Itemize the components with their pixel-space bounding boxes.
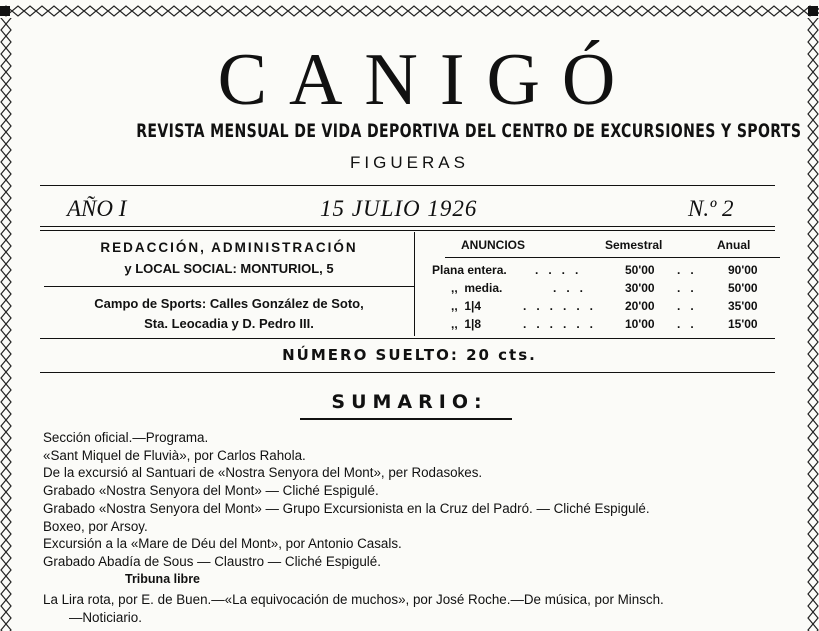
- ads-row-anual: 50'00: [728, 281, 758, 295]
- ads-row-semestral: 10'00: [625, 317, 655, 331]
- tribuna-item: La Lira rota, por E. de Buen.—«La equivocación de muchos», por José Roche.—De música, por Minsch.: [43, 592, 664, 607]
- rule-below-issue: [40, 226, 775, 227]
- ads-row-semestral: 50'00: [625, 263, 655, 277]
- ads-row-semestral: 30'00: [625, 281, 655, 295]
- tribuna-heading: Tribuna libre: [125, 572, 201, 586]
- info-column-divider: [414, 232, 415, 336]
- ads-row: [425, 316, 780, 333]
- ads-row-anual: 90'00: [728, 263, 758, 277]
- ads-col-anual: Anual: [717, 238, 751, 252]
- rule-below-price: [40, 372, 775, 373]
- ads-row-label: ,, 1|4: [451, 299, 482, 313]
- summary-list: [43, 429, 783, 571]
- issue-year: AÑO I: [67, 196, 127, 221]
- summary-item: Sección oficial.—Programa.: [43, 430, 209, 445]
- ads-row: [425, 262, 780, 279]
- ads-row-anual: 15'00: [728, 317, 758, 331]
- ads-row-dots-2: ..: [677, 281, 704, 295]
- ads-row-dots-2: ..: [677, 263, 704, 277]
- ads-row-label: Plana entera.: [432, 263, 507, 277]
- issue-date: 15 JULIO 1926: [320, 196, 478, 221]
- summary-item: Grabado «Nostra Senyora del Mont» — Cliché Espigulé.: [43, 483, 379, 499]
- magazine-title: CANIGÓ: [217, 39, 638, 121]
- ads-row-dots-2: ..: [677, 299, 704, 313]
- ads-header-rule: [445, 257, 780, 258]
- office-line-1: REDACCIÓN, ADMINISTRACIÓN: [100, 240, 358, 255]
- ads-row-dots: ....: [535, 263, 589, 277]
- rule-above-price: [40, 338, 775, 339]
- single-issue-price: NÚMERO SUELTO: 20 cts.: [282, 346, 537, 364]
- ads-row-label: ,, media.: [451, 281, 503, 295]
- ads-row-semestral: 20'00: [625, 299, 655, 313]
- ads-col-semestral: Semestral: [605, 238, 663, 252]
- ads-row-anual: 35'00: [728, 299, 758, 313]
- ads-row-label: ,, 1|8: [451, 317, 482, 331]
- magazine-city: FIGUERAS: [350, 153, 469, 172]
- tribuna-item: —Noticiario.: [69, 609, 142, 625]
- summary-item: Grabado Abadía de Sous — Claustro — Cliché Espigulé.: [43, 553, 381, 569]
- summary-heading: SUMARIO:: [331, 391, 488, 413]
- rule-above-issue: [40, 185, 775, 186]
- ads-row: [425, 298, 780, 315]
- ads-row: [425, 280, 780, 297]
- issue-number: N.º 2: [688, 196, 734, 221]
- summary-item: Excursión a la «Mare de Déu del Mont», por Antonio Casals.: [43, 536, 402, 552]
- summary-heading-underline: [300, 418, 512, 420]
- summary-item: «Sant Miquel de Fluvià», por Carlos Rahola.: [43, 447, 306, 463]
- office-line-2: y LOCAL SOCIAL: MONTURIOL, 5: [124, 261, 334, 276]
- field-line-2: Sta. Leocadia y D. Pedro III.: [144, 316, 314, 331]
- summary-item: De la excursió al Santuari de «Nostra Senyora del Mont», per Rodasokes.: [43, 465, 483, 481]
- tribuna-list: [43, 591, 783, 626]
- office-divider: [44, 286, 414, 287]
- ads-header: ANUNCIOS: [461, 238, 526, 252]
- ads-row-dots-2: ..: [677, 317, 704, 331]
- top-chain-border: [0, 4, 819, 18]
- summary-item: Grabado «Nostra Senyora del Mont» — Grupo Excursionista en la Cruz del Padró. — Cliché Espigulé.: [43, 500, 650, 516]
- ads-row-dots: ......: [523, 317, 604, 331]
- magazine-subtitle: REVISTA MENSUAL DE VIDA DEPORTIVA DEL CENTRO DE EXCURSIONES Y SPORTS: [136, 120, 802, 142]
- rule-below-issue-2: [40, 230, 775, 231]
- ads-row-dots: ......: [523, 299, 604, 313]
- ads-row-dots: ...: [553, 281, 594, 295]
- summary-item: Boxeo, por Arsoy.: [43, 518, 148, 534]
- field-line-1: Campo de Sports: Calles González de Soto,: [94, 296, 364, 311]
